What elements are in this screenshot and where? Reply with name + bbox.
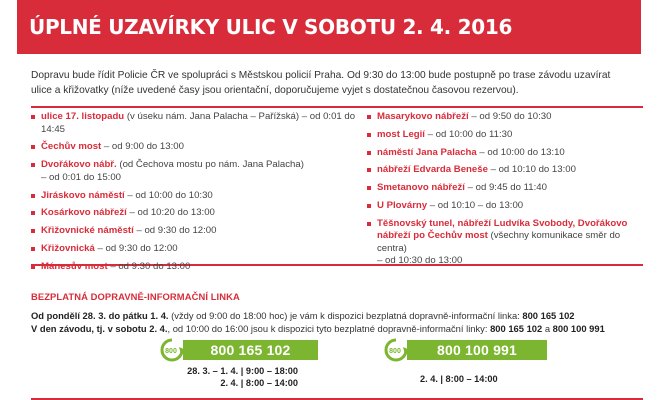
closure-street: Kosárkovo nábřeží [41,207,127,219]
closure-street: ulice 17. listopadu [41,111,125,122]
closure-street: Křižovnické náměstí [41,225,134,237]
closure-item [31,111,361,136]
hotline-line1-period: Od pondělí 28. 3. do pátku 1. 4. [31,310,169,321]
closure-item [367,147,645,160]
hotline-badge-2-number: 800 100 991 [407,340,547,360]
badge-2-schedule-line-1: 2. 4. | 8:00 – 14:00 [420,374,498,384]
hotline-title: BEZPLATNÁ DOPRAVNĚ-INFORMAČNÍ LINKA [31,291,240,302]
closure-item [367,200,645,213]
closures-left-list [31,111,361,273]
closure-street: Dvořákovo nábř. [41,159,117,171]
closure-street: U Plovárny [377,199,428,211]
closure-time: – od 10:10 – do 13:00 [427,199,524,211]
page-title: ÚPLNÉ UZAVÍRKY ULIC V SOBOTU 2. 4. 2016 [17,0,641,54]
hotline-badge-1-schedule [178,365,298,389]
closure-time: – od 9:50 do 10:30 [468,111,552,122]
closure-item [31,141,361,154]
closure-street: nábřeží Edvarda Beneše [377,164,488,176]
closure-item [31,207,361,220]
closure-time: – od 9:30 do 12:00 [133,225,217,237]
hotline-line2-number-1: 800 165 102 [490,322,543,334]
closure-street: Mánesův most [41,260,108,272]
closure-note: (od Čechova mostu po nám. Jana Palacha) [116,159,304,171]
hotline-line2-text: , od 10:00 do 16:00 jsou k dispozici tyto bezplatné dopravně-informační linky: [167,322,491,334]
closure-time: – od 10:10 do 13:00 [487,164,576,176]
closure-street: Jiráskovo náměstí [41,189,125,201]
hotline-line2-number-2: 800 100 991 [552,322,605,334]
closure-time: – od 9:30 do 12:00 [94,242,178,254]
closure-item [367,218,645,268]
closures-right-column [367,111,645,273]
closure-time: – od 10:00 do 11:30 [424,128,513,140]
closure-item [31,190,361,203]
closure-street: Masarykovo nábřeží [377,111,469,122]
hotline-line-1 [31,310,641,323]
closures-section [31,106,643,272]
logo-800-label: 800 [389,348,401,355]
closure-item [31,159,361,184]
badge-1-schedule-line-1: 28. 3. – 1. 4. | 9:00 – 18:00 [187,366,298,376]
closures-left-column [31,111,361,278]
closures-right-list [367,111,645,268]
closure-time: – od 10:30 do 13:00 [377,255,463,267]
closure-time: – od 10:20 do 13:00 [126,207,215,219]
closure-time: – od 9:30 do 13:00 [107,260,191,272]
closure-item [31,243,361,256]
hotline-line2-period: V den závodu, tj. v sobotu 2. 4. [31,322,168,334]
closure-street: náměstí Jana Palacha [377,146,477,158]
closure-street: Těšnovský tunel, nábřeží Ludvíka Svobody, Dvořákovo nábřeží po Čechův most [377,217,628,242]
hotline-text [31,310,641,335]
closure-time: – od 9:00 do 13:00 [101,141,184,153]
closure-item [31,225,361,238]
logo-800-label: 800 [165,348,177,355]
badge-1-schedule-line-2: 2. 4. | 8:00 – 14:00 [220,378,298,388]
closure-street: Křižovnická [41,242,95,254]
closure-time: – od 0:01 do 14:45 [41,111,356,135]
closure-time: – od 10:00 do 10:30 [124,189,213,201]
hotline-badge-2-schedule [420,373,520,385]
closure-item [367,182,645,195]
closure-street: Čechův most [41,141,102,153]
closure-time: – od 10:00 do 13:10 [476,146,565,158]
hotline-badge-2 [381,338,547,362]
hotline-line1-number: 800 165 102 [522,310,575,321]
closure-item [367,129,645,142]
closure-item [367,111,645,124]
closure-note: (v úseku nám. Jana Palacha – Pařížská) [124,111,300,122]
hotline-line2-and: a [542,322,553,334]
hotline-badge-1-number: 800 165 102 [183,340,318,360]
closure-note: (všechny komunikace směr do centra) [377,230,621,254]
closure-street: Smetanovo nábřeží [377,182,465,194]
closure-item [31,261,361,274]
closure-street: most Legií [377,128,425,140]
intro-paragraph: Dopravu bude řídit Policie ČR ve spolupráci s Městskou policií Praha. Od 9:30 do 13:00 bude postupně po trase závodu uzavírat ulice a křižovatky (níže uvedené časy jsou orientační, doporučujeme vyjet s dostatečnou časovou rezervou). [31,70,611,96]
closure-time: – od 0:01 do 15:00 [41,171,122,183]
hotline-line-2 [31,323,641,336]
hotline-line1-text: (vždy od 9:00 do 18:00 hoc) je vám k dispozici bezplatná dopravně-informační linka: [168,310,523,321]
closure-item [367,164,645,177]
closure-time: – od 9:45 do 11:40 [464,182,547,194]
hotline-badge-1 [157,338,318,362]
